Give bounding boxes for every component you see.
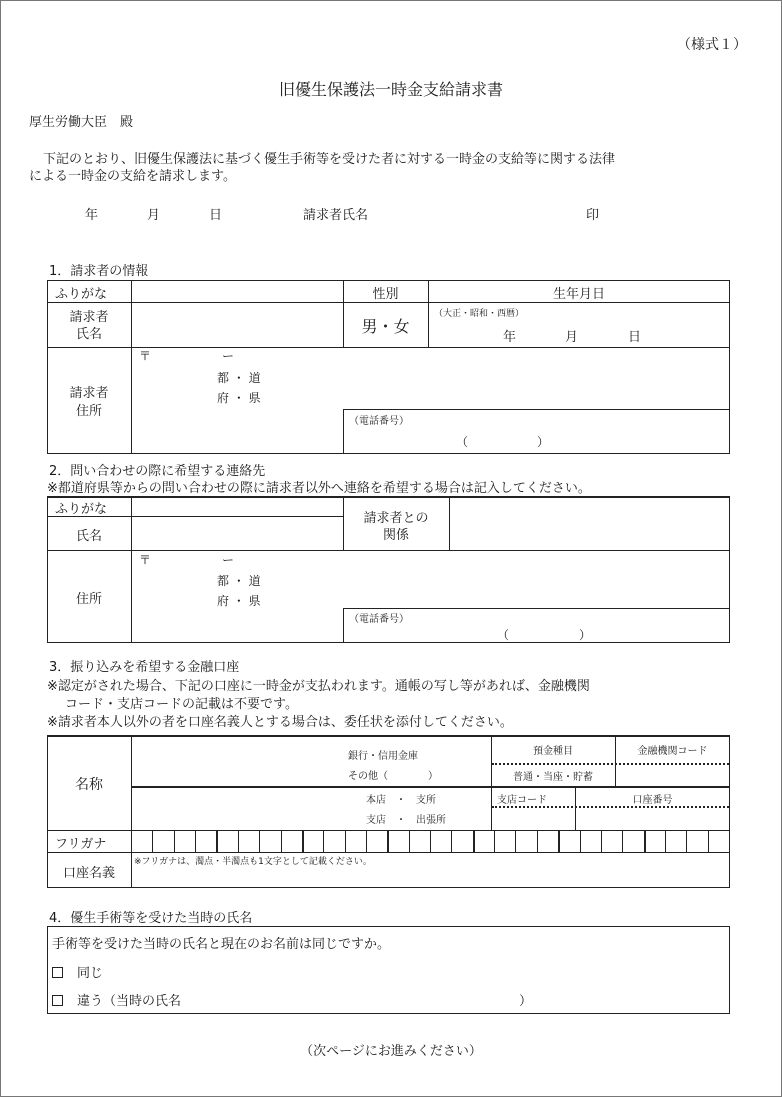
postal-mark: 〒 (139, 349, 152, 363)
kana-char-box[interactable] (367, 831, 386, 851)
claimant-name-label-2: 氏名 (75, 327, 102, 342)
account-number-field[interactable] (576, 808, 729, 829)
kana-char-box[interactable] (196, 831, 215, 851)
claimant-address-label-2: 住所 (75, 404, 102, 419)
intro-line-1: 下記のとおり、旧優生保護法に基づく優生手術等を受けた者に対する一時金の支給等に関する法律 (43, 152, 616, 167)
contact-phone-paren-open: （ (497, 628, 510, 642)
kana-char-box[interactable] (431, 831, 450, 851)
kana-char-box[interactable] (303, 831, 322, 851)
date-year-label: 年 (85, 208, 99, 223)
kana-char-box[interactable] (260, 831, 279, 851)
branch-types-1[interactable]: 本店 ・ 支所 (366, 795, 436, 806)
account-number-label: 口座番号 (632, 795, 673, 806)
section3-heading: 3．振り込みを希望する金融口座 (49, 660, 240, 675)
section2-heading: 2．問い合わせの際に希望する連絡先 (49, 464, 266, 479)
relation-field[interactable] (450, 498, 729, 549)
birthdate-label: 生年月日 (552, 287, 605, 302)
kana-char-box[interactable] (153, 831, 172, 851)
kana-char-box[interactable] (388, 831, 407, 851)
date-month-label: 月 (147, 208, 161, 223)
phone-paren-close: ） (537, 435, 550, 449)
kana-char-box[interactable] (495, 831, 514, 851)
section3-note-2: ※請求者本人以外の者を口座名義人とする場合は、委任状を添付してください。 (47, 715, 513, 730)
relation-label-2: 関係 (382, 528, 409, 543)
gender-label: 性別 (372, 287, 399, 302)
phone-label: （電話番号） (349, 416, 409, 427)
claimant-furigana-field[interactable] (132, 281, 342, 302)
kana-char-box[interactable] (410, 831, 429, 851)
form-title: 旧優生保護法一時金支給請求書 (278, 80, 503, 99)
option-same-label: 同じ (77, 966, 104, 981)
claimant-phone-field[interactable] (344, 426, 729, 453)
kana-char-box[interactable] (132, 831, 151, 851)
option-different-label: 違う（当時の氏名 (77, 994, 182, 1009)
section3-note-1b: コード・支店コードの記載は不要です。 (65, 697, 298, 712)
form-number: （様式１） (677, 37, 747, 53)
account-holder-label: 口座名義 (62, 866, 115, 881)
prefecture-line-1: 都 ・ 道 (217, 371, 261, 385)
kana-char-box[interactable] (581, 831, 600, 851)
kana-char-box[interactable] (666, 831, 685, 851)
kana-char-box[interactable] (687, 831, 706, 851)
contact-name-field[interactable] (132, 517, 342, 549)
bank-name-field[interactable] (132, 737, 342, 785)
addressee: 厚生労働大臣 殿 (29, 115, 134, 130)
contact-phone-label: （電話番号） (349, 614, 409, 625)
claimant-name-label-1: 請求者 (69, 310, 109, 325)
birth-month-label: 月 (565, 330, 579, 345)
section4-heading: 4．優生手術等を受けた当時の氏名 (49, 911, 253, 926)
bank-name-label: 名称 (75, 777, 103, 793)
claimant-name-field[interactable] (132, 303, 342, 346)
branch-code-label: 支店コード (497, 795, 547, 806)
claimant-name-label: 請求者氏名 (303, 208, 369, 223)
kana-char-box[interactable] (346, 831, 365, 851)
kana-char-box[interactable] (645, 831, 664, 851)
bank-code-label: 金融機関コード (637, 746, 708, 757)
birth-day-label: 日 (628, 330, 642, 345)
kana-char-box[interactable] (282, 831, 301, 851)
contact-name-label: 氏名 (75, 529, 102, 544)
kana-char-box[interactable] (217, 831, 236, 851)
contact-postal-dash: ー (222, 553, 235, 567)
contact-postal-mark: 〒 (139, 553, 152, 567)
postal-dash: ー (222, 349, 235, 363)
contact-furigana-label: ふりがな (55, 502, 108, 517)
intro-line-2: による一時金の支給を請求します。 (29, 169, 236, 184)
contact-address-label: 住所 (75, 592, 102, 607)
kana-char-box[interactable] (538, 831, 557, 851)
gender-options[interactable]: 男・女 (361, 317, 410, 336)
next-page-note: （次ページにお進みください） (300, 1044, 482, 1059)
deposit-type-label: 預金種目 (533, 746, 573, 757)
branch-name-field[interactable] (132, 788, 342, 829)
deposit-type-options[interactable]: 普通・当座・貯蓄 (513, 772, 593, 783)
option-different[interactable] (52, 990, 181, 1009)
kana-char-box[interactable] (474, 831, 493, 851)
phone-paren-open: （ (456, 435, 469, 449)
era-options[interactable]: （大正・昭和・西暦） (434, 309, 525, 319)
date-day-label: 日 (209, 208, 223, 223)
kana-char-box[interactable] (452, 831, 471, 851)
prefecture-line-2: 府 ・ 県 (217, 391, 261, 405)
section3-note-1a: ※認定がされた場合、下記の口座に一時金が支払われます。通帳の写し等があれば、金融機関 (47, 679, 590, 694)
contact-address-field[interactable] (132, 551, 729, 607)
seal-mark: 印 (586, 208, 600, 223)
bank-code-field[interactable] (616, 765, 729, 785)
former-name-question: 手術等を受けた当時の氏名と現在のお名前は同じですか。 (52, 937, 391, 952)
kana-char-box[interactable] (239, 831, 258, 851)
contact-furigana-field[interactable] (132, 498, 342, 515)
section2-note: ※都道府県等からの問い合わせの際に請求者以外へ連絡を希望する場合は記入してください。 (47, 481, 591, 496)
relation-label-1: 請求者との (363, 511, 429, 526)
branch-code-field[interactable] (492, 808, 574, 829)
contact-prefecture-line-1: 都 ・ 道 (217, 574, 261, 588)
kana-char-box[interactable] (709, 831, 728, 851)
contact-phone-field[interactable] (344, 623, 729, 642)
branch-types-2[interactable]: 支店 ・ 出張所 (366, 815, 446, 826)
claimant-address-field[interactable] (132, 348, 729, 408)
kana-note: ※フリガナは、濁点・半濁点も1文字として記載ください。 (134, 857, 372, 867)
bank-types[interactable]: 銀行・信用金庫 (348, 751, 418, 762)
bank-other[interactable]: その他（ ） (348, 771, 438, 782)
kana-char-box[interactable] (623, 831, 642, 851)
contact-prefecture-line-2: 府 ・ 県 (217, 594, 261, 608)
kana-char-box[interactable] (559, 831, 578, 851)
section1-heading: 1．請求者の情報 (49, 264, 149, 279)
kana-char-box[interactable] (324, 831, 343, 851)
option-different-close: ） (519, 994, 533, 1009)
kana-char-box[interactable] (516, 831, 535, 851)
kana-label: フリガナ (55, 837, 107, 852)
checkbox-different[interactable] (52, 995, 63, 1006)
claimant-address-label-1: 請求者 (69, 386, 109, 401)
contact-phone-paren-close: ） (579, 628, 592, 642)
kana-char-box[interactable] (602, 831, 621, 851)
kana-char-box[interactable] (175, 831, 194, 851)
claimant-furigana-label: ふりがな (55, 287, 108, 302)
former-name-field[interactable] (221, 989, 511, 1007)
option-same[interactable] (52, 962, 103, 981)
checkbox-same[interactable] (52, 967, 63, 978)
birth-year-label: 年 (503, 330, 517, 345)
account-holder-field[interactable] (132, 867, 729, 887)
